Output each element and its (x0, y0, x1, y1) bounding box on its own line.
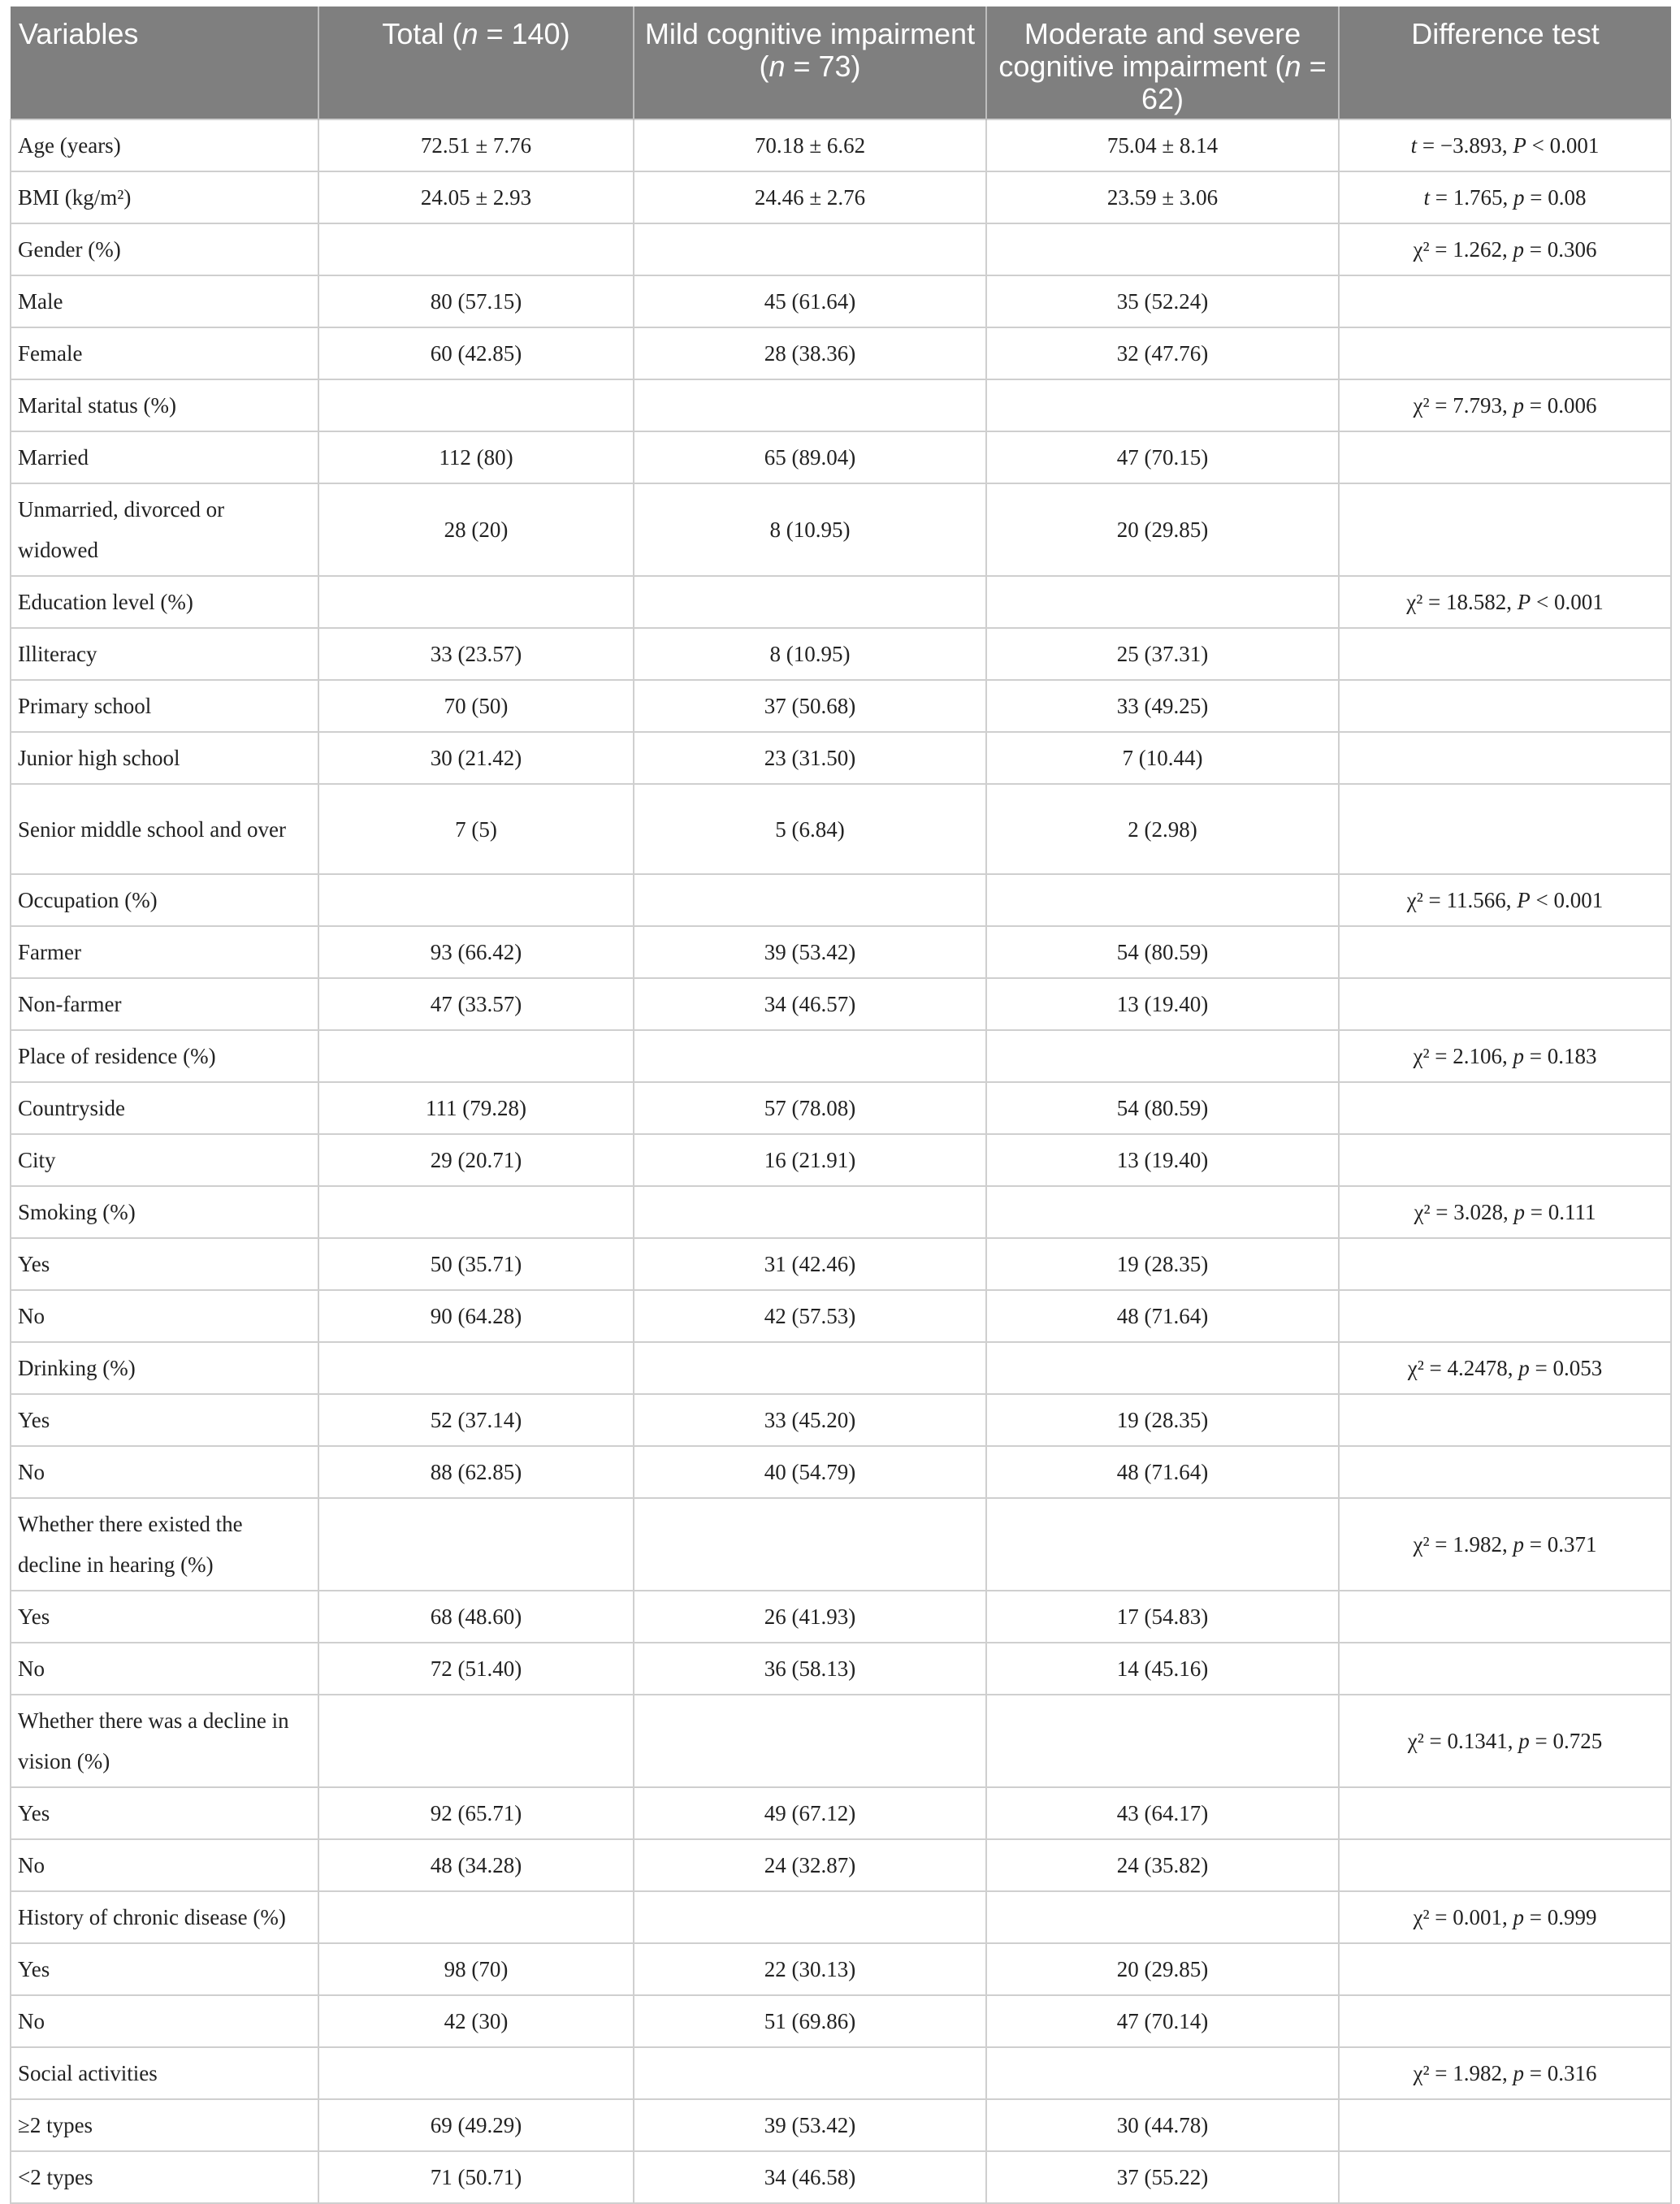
cell-difference-test: χ² = 1.982, p = 0.371 (1339, 1498, 1671, 1591)
cell-moderate-severe: 48 (71.64) (986, 1290, 1339, 1342)
cell-moderate-severe (986, 1342, 1339, 1394)
row-label: Smoking (%) (11, 1186, 318, 1238)
row-label: Whether there existed the decline in hearing (%) (11, 1498, 318, 1591)
cell-moderate-severe: 37 (55.22) (986, 2151, 1339, 2203)
table-row (11, 628, 1671, 680)
cell-total: 80 (57.15) (318, 275, 634, 327)
cell-total (318, 1186, 634, 1238)
cell-mild: 49 (67.12) (634, 1787, 986, 1839)
cell-difference-test: χ² = 1.982, p = 0.316 (1339, 2047, 1671, 2099)
cell-difference-test (1339, 628, 1671, 680)
cell-total: 90 (64.28) (318, 1290, 634, 1342)
cell-moderate-severe: 14 (45.16) (986, 1643, 1339, 1695)
cell-moderate-severe: 7 (10.44) (986, 732, 1339, 784)
row-label: Female (11, 327, 318, 379)
cell-difference-test: χ² = 3.028, p = 0.111 (1339, 1186, 1671, 1238)
cell-difference-test (1339, 680, 1671, 732)
cell-mild: 5 (6.84) (634, 784, 986, 874)
cell-mild: 31 (42.46) (634, 1238, 986, 1290)
cell-difference-test (1339, 483, 1671, 576)
cell-difference-test: t = 1.765, p = 0.08 (1339, 171, 1671, 223)
row-label: Non-farmer (11, 978, 318, 1030)
table-row (11, 379, 1671, 431)
cell-moderate-severe: 20 (29.85) (986, 483, 1339, 576)
cell-difference-test (1339, 1643, 1671, 1695)
cell-total: 112 (80) (318, 431, 634, 483)
cell-mild: 24.46 ± 2.76 (634, 171, 986, 223)
cell-difference-test (1339, 1446, 1671, 1498)
cell-difference-test (1339, 1394, 1671, 1446)
cell-mild: 34 (46.58) (634, 2151, 986, 2203)
cell-moderate-severe: 54 (80.59) (986, 1082, 1339, 1134)
cell-difference-test (1339, 784, 1671, 874)
cell-mild (634, 1030, 986, 1082)
cell-difference-test: χ² = 2.106, p = 0.183 (1339, 1030, 1671, 1082)
table-row (11, 978, 1671, 1030)
table-row (11, 1943, 1671, 1995)
cell-total: 88 (62.85) (318, 1446, 634, 1498)
cell-total: 42 (30) (318, 1995, 634, 2047)
table-row (11, 119, 1671, 171)
cell-moderate-severe (986, 874, 1339, 926)
cell-difference-test: χ² = 1.262, p = 0.306 (1339, 223, 1671, 275)
row-label: Yes (11, 1394, 318, 1446)
table-row (11, 1643, 1671, 1695)
cell-total (318, 874, 634, 926)
cell-mild: 51 (69.86) (634, 1995, 986, 2047)
cell-mild: 57 (78.08) (634, 1082, 986, 1134)
row-label: Drinking (%) (11, 1342, 318, 1394)
row-label: ≥2 types (11, 2099, 318, 2151)
table-row (11, 2151, 1671, 2203)
cell-mild (634, 1695, 986, 1787)
cell-mild: 39 (53.42) (634, 926, 986, 978)
cell-difference-test: χ² = 18.582, P < 0.001 (1339, 576, 1671, 628)
cell-difference-test (1339, 1238, 1671, 1290)
cell-moderate-severe: 23.59 ± 3.06 (986, 171, 1339, 223)
cell-moderate-severe: 13 (19.40) (986, 1134, 1339, 1186)
cell-mild (634, 874, 986, 926)
table-row (11, 1891, 1671, 1943)
cell-mild: 28 (38.36) (634, 327, 986, 379)
table-row (11, 2099, 1671, 2151)
demographics-table (10, 6, 1672, 2204)
cell-moderate-severe (986, 379, 1339, 431)
cell-difference-test (1339, 1591, 1671, 1643)
row-label: Junior high school (11, 732, 318, 784)
cell-mild: 34 (46.57) (634, 978, 986, 1030)
cell-moderate-severe: 19 (28.35) (986, 1394, 1339, 1446)
cell-mild: 26 (41.93) (634, 1591, 986, 1643)
cell-moderate-severe (986, 1695, 1339, 1787)
cell-difference-test (1339, 978, 1671, 1030)
cell-moderate-severe: 25 (37.31) (986, 628, 1339, 680)
cell-difference-test (1339, 431, 1671, 483)
cell-mild: 65 (89.04) (634, 431, 986, 483)
row-label: Education level (%) (11, 576, 318, 628)
cell-difference-test: χ² = 4.2478, p = 0.053 (1339, 1342, 1671, 1394)
cell-difference-test (1339, 1943, 1671, 1995)
cell-difference-test (1339, 1995, 1671, 2047)
cell-total: 72 (51.40) (318, 1643, 634, 1695)
row-label: Married (11, 431, 318, 483)
cell-difference-test (1339, 2099, 1671, 2151)
cell-moderate-severe: 43 (64.17) (986, 1787, 1339, 1839)
cell-total: 71 (50.71) (318, 2151, 634, 2203)
header-moderate-severe: Moderate and severe cognitive impairment (n = 62) (986, 6, 1339, 119)
cell-difference-test (1339, 1134, 1671, 1186)
row-label: No (11, 1839, 318, 1891)
cell-total: 33 (23.57) (318, 628, 634, 680)
row-label: Marital status (%) (11, 379, 318, 431)
cell-mild: 8 (10.95) (634, 628, 986, 680)
cell-total: 48 (34.28) (318, 1839, 634, 1891)
cell-moderate-severe: 47 (70.15) (986, 431, 1339, 483)
table-row (11, 576, 1671, 628)
table-row (11, 431, 1671, 483)
row-label: <2 types (11, 2151, 318, 2203)
table-row (11, 327, 1671, 379)
cell-moderate-severe: 30 (44.78) (986, 2099, 1339, 2151)
table-row (11, 483, 1671, 576)
cell-moderate-severe: 47 (70.14) (986, 1995, 1339, 2047)
cell-difference-test (1339, 1290, 1671, 1342)
row-label: Social activities (11, 2047, 318, 2099)
cell-difference-test (1339, 1787, 1671, 1839)
row-label: Primary school (11, 680, 318, 732)
row-label: Illiteracy (11, 628, 318, 680)
cell-mild: 16 (21.91) (634, 1134, 986, 1186)
cell-difference-test (1339, 1839, 1671, 1891)
table-row (11, 1787, 1671, 1839)
row-label: Occupation (%) (11, 874, 318, 926)
cell-total (318, 1030, 634, 1082)
cell-mild: 37 (50.68) (634, 680, 986, 732)
table-row (11, 1695, 1671, 1787)
row-label: BMI (kg/m²) (11, 171, 318, 223)
header-mild: Mild cognitive impairment (n = 73) (634, 6, 986, 119)
cell-total (318, 1342, 634, 1394)
cell-difference-test: t = −3.893, P < 0.001 (1339, 119, 1671, 171)
cell-mild: 70.18 ± 6.62 (634, 119, 986, 171)
cell-total: 30 (21.42) (318, 732, 634, 784)
cell-moderate-severe (986, 1186, 1339, 1238)
cell-moderate-severe: 33 (49.25) (986, 680, 1339, 732)
cell-total (318, 1498, 634, 1591)
row-label: Countryside (11, 1082, 318, 1134)
cell-total: 52 (37.14) (318, 1394, 634, 1446)
cell-total: 68 (48.60) (318, 1591, 634, 1643)
row-label: Yes (11, 1943, 318, 1995)
cell-total: 50 (35.71) (318, 1238, 634, 1290)
row-label: History of chronic disease (%) (11, 1891, 318, 1943)
cell-difference-test (1339, 327, 1671, 379)
table-row (11, 223, 1671, 275)
cell-difference-test (1339, 2151, 1671, 2203)
table-row (11, 1030, 1671, 1082)
cell-total: 72.51 ± 7.76 (318, 119, 634, 171)
row-label: Gender (%) (11, 223, 318, 275)
cell-moderate-severe (986, 1498, 1339, 1591)
cell-difference-test (1339, 275, 1671, 327)
cell-moderate-severe (986, 1030, 1339, 1082)
cell-total (318, 379, 634, 431)
row-label: Yes (11, 1787, 318, 1839)
cell-mild: 24 (32.87) (634, 1839, 986, 1891)
cell-mild (634, 2047, 986, 2099)
table-row (11, 680, 1671, 732)
row-label: Yes (11, 1591, 318, 1643)
table-row (11, 1839, 1671, 1891)
cell-mild (634, 1891, 986, 1943)
table-row (11, 874, 1671, 926)
cell-total (318, 223, 634, 275)
table-row (11, 1342, 1671, 1394)
row-label: Whether there was a decline in vision (%) (11, 1695, 318, 1787)
cell-mild (634, 1186, 986, 1238)
cell-total (318, 2047, 634, 2099)
cell-difference-test (1339, 926, 1671, 978)
table-row (11, 1134, 1671, 1186)
cell-mild: 23 (31.50) (634, 732, 986, 784)
table-row (11, 1498, 1671, 1591)
cell-difference-test: χ² = 0.1341, p = 0.725 (1339, 1695, 1671, 1787)
cell-mild (634, 576, 986, 628)
table-row (11, 926, 1671, 978)
cell-mild: 33 (45.20) (634, 1394, 986, 1446)
table-row (11, 1995, 1671, 2047)
row-label: No (11, 1446, 318, 1498)
cell-moderate-severe: 48 (71.64) (986, 1446, 1339, 1498)
cell-moderate-severe: 75.04 ± 8.14 (986, 119, 1339, 171)
cell-total: 98 (70) (318, 1943, 634, 1995)
row-label: Senior middle school and over (11, 784, 318, 874)
cell-difference-test: χ² = 0.001, p = 0.999 (1339, 1891, 1671, 1943)
cell-mild (634, 1498, 986, 1591)
cell-moderate-severe: 20 (29.85) (986, 1943, 1339, 1995)
cell-total: 24.05 ± 2.93 (318, 171, 634, 223)
cell-mild (634, 223, 986, 275)
cell-moderate-severe: 2 (2.98) (986, 784, 1339, 874)
cell-mild (634, 1342, 986, 1394)
row-label: Farmer (11, 926, 318, 978)
row-label: No (11, 1995, 318, 2047)
row-label: Age (years) (11, 119, 318, 171)
cell-moderate-severe (986, 576, 1339, 628)
cell-mild: 45 (61.64) (634, 275, 986, 327)
row-label: No (11, 1290, 318, 1342)
cell-total: 92 (65.71) (318, 1787, 634, 1839)
cell-moderate-severe (986, 1891, 1339, 1943)
table-body (11, 119, 1671, 2203)
cell-mild: 40 (54.79) (634, 1446, 986, 1498)
table-row (11, 1290, 1671, 1342)
row-label: City (11, 1134, 318, 1186)
cell-total (318, 1891, 634, 1943)
cell-moderate-severe: 54 (80.59) (986, 926, 1339, 978)
cell-moderate-severe: 35 (52.24) (986, 275, 1339, 327)
table-row (11, 1394, 1671, 1446)
cell-difference-test: χ² = 11.566, P < 0.001 (1339, 874, 1671, 926)
header-variables: Variables (11, 6, 318, 119)
table-row (11, 784, 1671, 874)
cell-total: 29 (20.71) (318, 1134, 634, 1186)
table-row (11, 171, 1671, 223)
cell-total: 111 (79.28) (318, 1082, 634, 1134)
table-row (11, 1238, 1671, 1290)
table-row (11, 275, 1671, 327)
header-total: Total (n = 140) (318, 6, 634, 119)
cell-mild: 8 (10.95) (634, 483, 986, 576)
row-label: Unmarried, divorced or widowed (11, 483, 318, 576)
cell-mild (634, 379, 986, 431)
header-row (11, 6, 1671, 119)
cell-total: 70 (50) (318, 680, 634, 732)
cell-total: 69 (49.29) (318, 2099, 634, 2151)
cell-total: 7 (5) (318, 784, 634, 874)
cell-mild: 42 (57.53) (634, 1290, 986, 1342)
cell-total: 93 (66.42) (318, 926, 634, 978)
row-label: No (11, 1643, 318, 1695)
cell-moderate-severe (986, 2047, 1339, 2099)
table-row (11, 1591, 1671, 1643)
cell-moderate-severe: 24 (35.82) (986, 1839, 1339, 1891)
header-difference-test: Difference test (1339, 6, 1671, 119)
cell-mild: 39 (53.42) (634, 2099, 986, 2151)
table-row (11, 1082, 1671, 1134)
cell-mild: 22 (30.13) (634, 1943, 986, 1995)
cell-mild: 36 (58.13) (634, 1643, 986, 1695)
row-label: Place of residence (%) (11, 1030, 318, 1082)
cell-difference-test (1339, 1082, 1671, 1134)
cell-total: 28 (20) (318, 483, 634, 576)
row-label: Yes (11, 1238, 318, 1290)
cell-total (318, 1695, 634, 1787)
cell-moderate-severe: 32 (47.76) (986, 327, 1339, 379)
table-row (11, 732, 1671, 784)
cell-total: 47 (33.57) (318, 978, 634, 1030)
cell-moderate-severe: 13 (19.40) (986, 978, 1339, 1030)
row-label: Male (11, 275, 318, 327)
cell-difference-test (1339, 732, 1671, 784)
table-row (11, 1186, 1671, 1238)
cell-moderate-severe: 17 (54.83) (986, 1591, 1339, 1643)
cell-difference-test: χ² = 7.793, p = 0.006 (1339, 379, 1671, 431)
cell-total: 60 (42.85) (318, 327, 634, 379)
cell-moderate-severe (986, 223, 1339, 275)
cell-total (318, 576, 634, 628)
table-row (11, 2047, 1671, 2099)
table-row (11, 1446, 1671, 1498)
cell-moderate-severe: 19 (28.35) (986, 1238, 1339, 1290)
